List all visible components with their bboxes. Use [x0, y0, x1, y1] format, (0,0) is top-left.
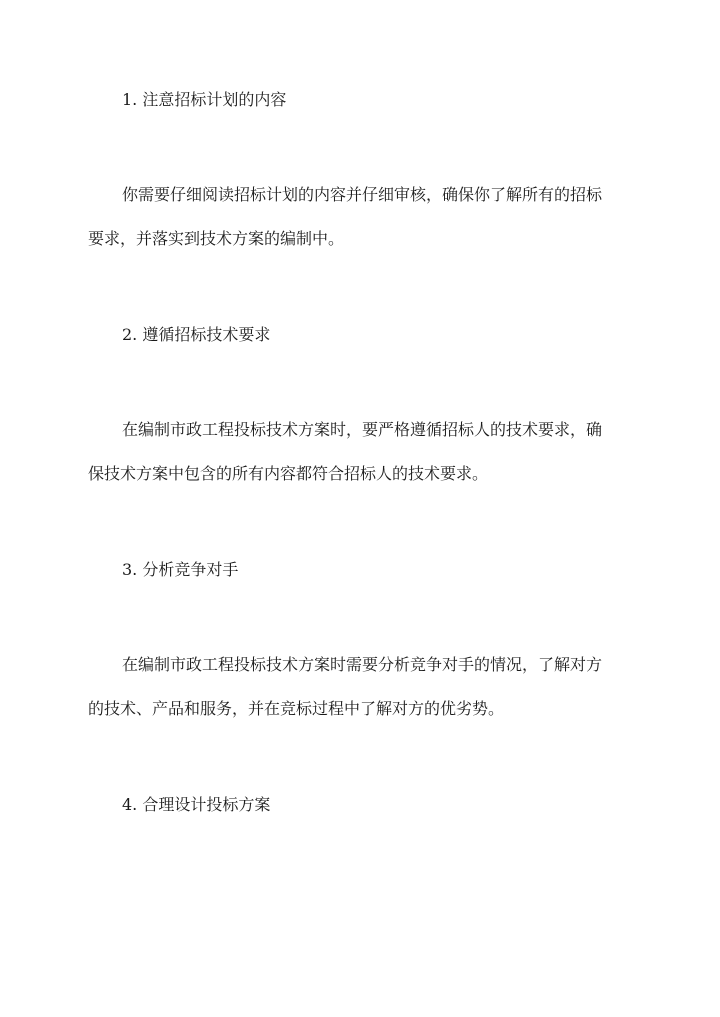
- paragraph-line: 在编制市政工程投标技术方案时，要严格遵循招标人的技术要求，确: [122, 420, 603, 439]
- paragraph-line: 保技术方案中包含的所有内容都符合招标人的技术要求。: [88, 464, 489, 483]
- paragraph-line: 你需要仔细阅读招标计划的内容并仔细审核，确保你了解所有的招标: [122, 185, 603, 204]
- section-paragraph-1: [88, 185, 636, 249]
- paragraph-line: 要求，并落实到技术方案的编制中。: [88, 229, 345, 248]
- paragraph-line: 在编制市政工程投标技术方案时需要分析竞争对手的情况，了解对方: [122, 655, 603, 674]
- section-heading-4: 4. 合理设计投标方案: [122, 795, 271, 814]
- section-heading-3: 3. 分析竞争对手: [122, 560, 239, 579]
- section-paragraph-3: [88, 655, 636, 719]
- section-paragraph-2: [88, 420, 636, 484]
- paragraph-line: 的技术、产品和服务，并在竞标过程中了解对方的优劣势。: [88, 699, 505, 718]
- section-heading-1: 1. 注意招标计划的内容: [122, 90, 287, 109]
- section-heading-2: 2. 遵循招标技术要求: [122, 325, 271, 344]
